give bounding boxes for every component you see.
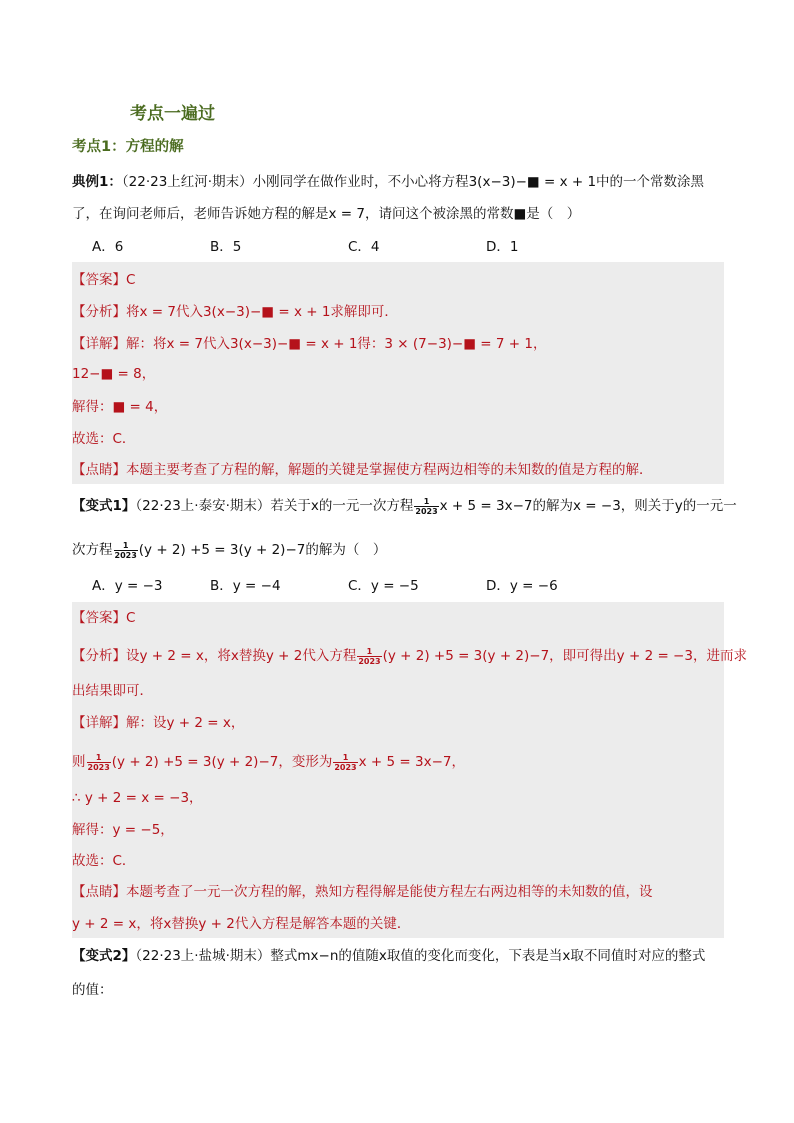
variant1-line2-b: (y + 2) +5 = 3(y + 2)−7的解为（ ）	[138, 542, 387, 558]
variant1-comment-line1: 【点睛】本题考查了一元一次方程的解，熟知方程得解是能使方程左右两边相等的未知数的值，设	[72, 884, 653, 900]
section-title: 考点1：方程的解	[72, 139, 184, 155]
variant1-question-line2	[72, 540, 386, 560]
variant1-tag: 【变式1】	[72, 498, 136, 514]
example1-option-b: B．5	[210, 239, 242, 255]
variant1-detail-5: 故选：C．	[72, 853, 136, 869]
variant1-detail2-c: x + 5 = 3x−7，	[358, 754, 465, 770]
fraction-denominator: 2023	[87, 762, 110, 772]
variant1-question-line1	[72, 496, 737, 516]
example1-option-a: A．6	[92, 239, 124, 255]
fraction	[333, 753, 357, 772]
fraction	[414, 497, 438, 516]
page-heading: 考点一遍过	[130, 104, 215, 124]
fraction-numerator: 1	[87, 753, 111, 763]
fraction-denominator: 2023	[114, 550, 137, 560]
example1-line1-text: （22·23上红河·期末）小刚同学在做作业时，不小心将方程3(x−3)−■ = x + 1中的一个常数涂黑	[121, 174, 705, 190]
variant1-detail2-b: (y + 2) +5 = 3(y + 2)−7，变形为	[111, 754, 333, 770]
example1-detail-1: 【详解】解：将x = 7代入3(x−3)−■ = x + 1得：3 × (7−3)−■ = 7 + 1，	[72, 336, 547, 352]
variant1-analysis-a: 【分析】设y + 2 = x，将x替换y + 2代入方程	[72, 648, 357, 664]
fraction-numerator: 1	[357, 647, 381, 657]
variant1-comment-line2: y + 2 = x，将x替换y + 2代入方程是解答本题的关键．	[72, 916, 411, 932]
example1-detail-2: 12−■ = 8，	[72, 366, 156, 382]
fraction-numerator: 1	[114, 541, 138, 551]
example1-answer-block	[72, 262, 724, 484]
fraction-denominator: 2023	[415, 506, 438, 516]
fraction-denominator: 2023	[358, 656, 381, 666]
variant2-question-line1	[72, 946, 705, 966]
example1-detail-4: 故选：C．	[72, 431, 136, 447]
variant1-detail-1: 【详解】解：设y + 2 = x，	[72, 715, 245, 731]
variant1-analysis-line2: 出结果即可．	[72, 683, 153, 699]
variant1-option-c: C．y = −5	[348, 578, 419, 594]
fraction	[357, 647, 381, 666]
variant1-detail-2	[72, 752, 465, 772]
variant1-option-a: A．y = −3	[92, 578, 163, 594]
example1-lead: 典例1：	[72, 174, 122, 190]
example1-answer: 【答案】C	[72, 272, 136, 288]
example1-analysis: 【分析】将x = 7代入3(x−3)−■ = x + 1求解即可．	[72, 304, 398, 320]
example1-comment: 【点睛】本题主要考查了方程的解，解题的关键是掌握使方程两边相等的未知数的值是方程的解．	[72, 462, 653, 478]
fraction-numerator: 1	[414, 497, 438, 507]
variant1-line1-b: x + 5 = 3x−7的解为x = −3，则关于y的一元一	[439, 498, 737, 514]
variant1-answer: 【答案】C	[72, 610, 136, 626]
variant1-analysis-line1	[72, 646, 747, 666]
example1-option-d: D．1	[486, 239, 519, 255]
example1-question-line2: 了，在询问老师后，老师告诉她方程的解是x = 7，请问这个被涂黑的常数■是（ ）	[72, 206, 581, 222]
variant1-analysis-b: (y + 2) +5 = 3(y + 2)−7，即可得出y + 2 = −3，进而求	[382, 648, 747, 664]
fraction-numerator: 1	[333, 753, 357, 763]
variant1-option-d: D．y = −6	[486, 578, 558, 594]
example1-detail-3: 解得：■ = 4，	[72, 399, 168, 415]
variant1-line2-a: 次方程	[72, 542, 113, 558]
variant2-tag: 【变式2】	[72, 948, 136, 964]
fraction	[87, 753, 111, 772]
fraction-denominator: 2023	[334, 762, 357, 772]
variant1-option-b: B．y = −4	[210, 578, 281, 594]
variant1-line1-a: （22·23上·泰安·期末）若关于x的一元一次方程	[135, 498, 414, 514]
variant1-detail-3: ∴ y + 2 = x = −3，	[72, 790, 203, 806]
example1-option-c: C．4	[348, 239, 380, 255]
variant1-detail-4: 解得：y = −5，	[72, 822, 174, 838]
example1-question-line1	[72, 172, 704, 192]
variant2-line1-text: （22·23上·盐城·期末）整式mx−n的值随x取值的变化而变化，下表是当x取不同值时对应的整式	[135, 948, 706, 964]
fraction	[114, 541, 138, 560]
variant2-question-line2: 的值：	[72, 982, 113, 998]
variant1-detail2-a: 则	[72, 754, 86, 770]
